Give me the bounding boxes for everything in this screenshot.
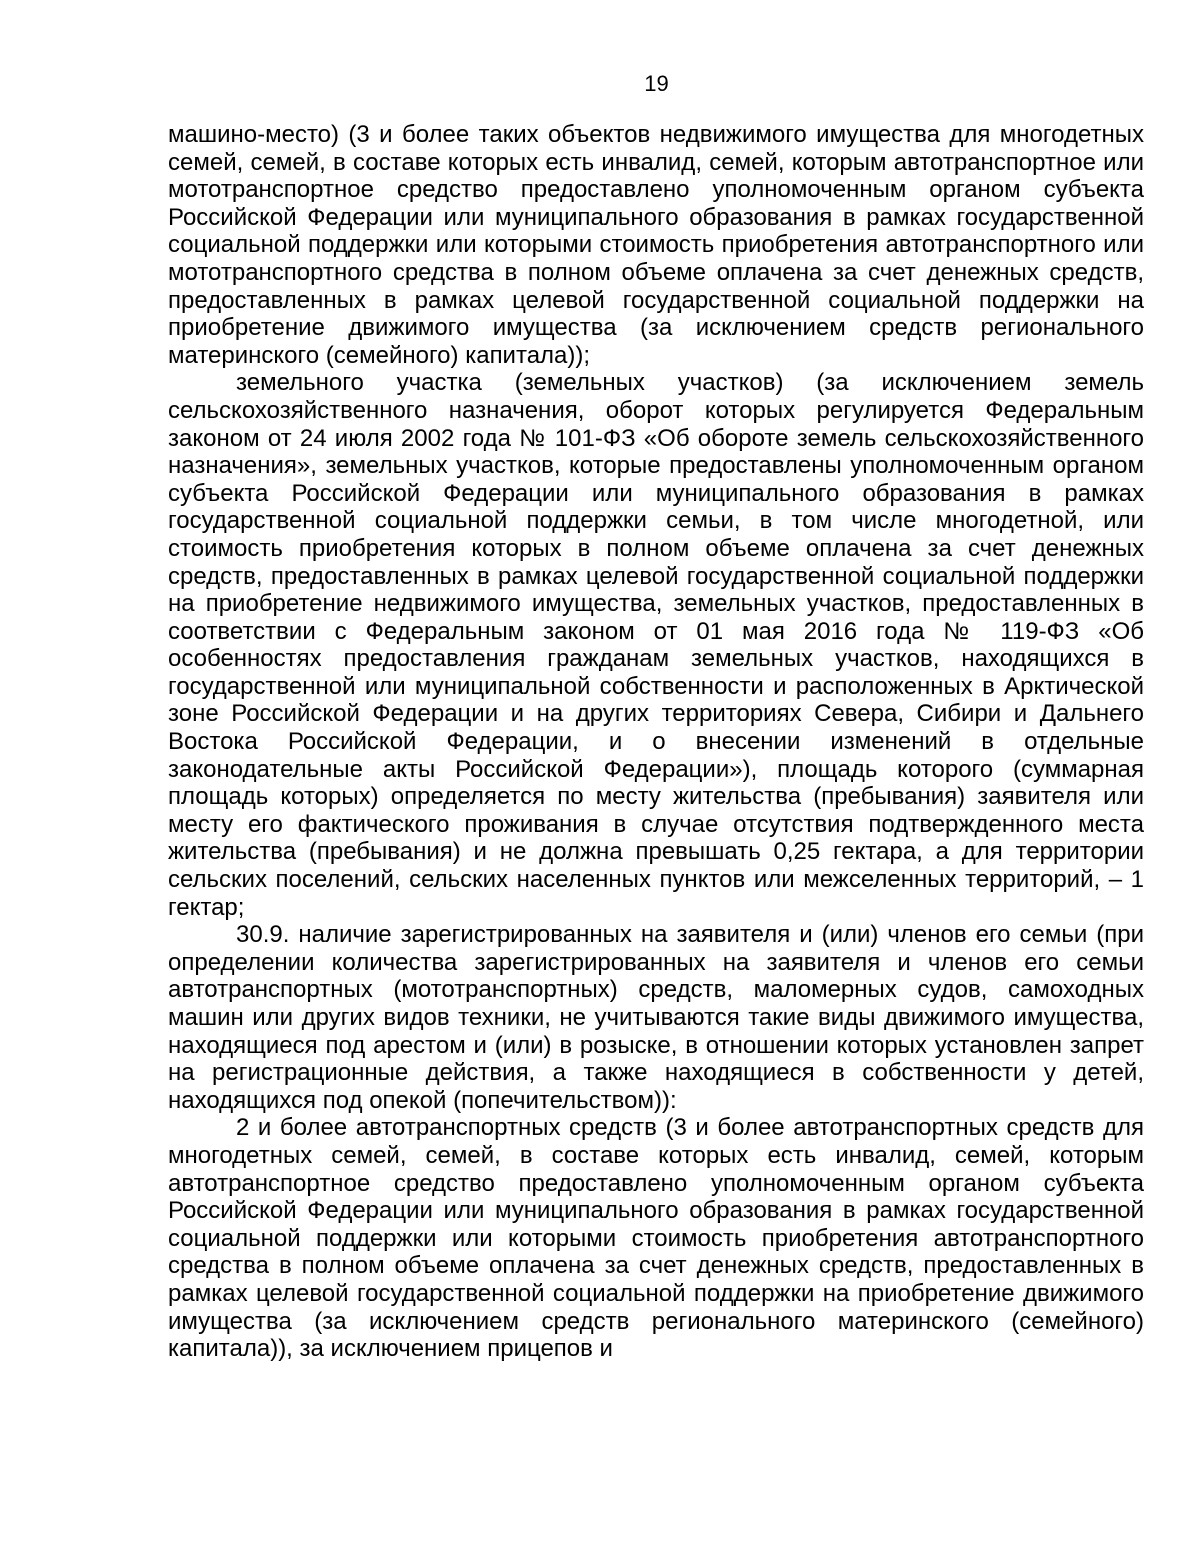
paragraph-vehicles: 2 и более автотранспортных средств (3 и более автотранспортных средств для многодетных семей, семей, в составе которых есть инвалид, семей, которым автотранспортное средство предоставлено уполномоченным органом субъекта Российской Федерации или муниципального образования в рамках государственной социальной поддержки или которыми стоимость приобретения автотранспортного средства в полном объеме оплачена за счет денежных средств, предоставленных в рамках целевой государственной социальной поддержки на приобретение движимого имущества (за исключением средств регионального материнского (семейного) капитала)), за исключением прицепов и (168, 1114, 1144, 1363)
paragraph-land-plot: земельного участка (земельных участков) (за исключением земель сельскохозяйственного назначения, оборот которых регулируется Федеральным законом от 24 июля 2002 года № 101-ФЗ «Об обороте земель сельскохозяйственного назначения», земельных участков, которые предоставлены уполномоченным органом субъекта Российской Федерации или муниципального образования в рамках государственной социальной поддержки семьи, в том числе многодетной, или стоимость приобретения которых в полном объеме оплачена за счет денежных средств, предоставленных в рамках целевой государственной социальной поддержки на приобретение недвижимого имущества, земельных участков, предоставленных в соответствии с Федеральным законом от 01 мая 2016 года № 119-ФЗ «Об особенностях предоставления гражданам земельных участков, находящихся в государственной или муниципальной собственности и расположенных в Арктической зоне Российской Федерации и на других территориях Севера, Сибири и Дальнего Востока Российской Федерации, и о внесении изменений в отдельные законодательные акты Российской Федерации»), площадь которого (суммарная площадь которых) определяется по месту жительства (пребывания) заявителя или месту его фактического проживания в случае отсутствия подтвержденного места жительства (пребывания) и не должна превышать 0,25 гектара, а для территории сельских поселений, сельских населенных пунктов или межселенных территорий, – 1 гектар; (168, 369, 1144, 921)
paragraph-continuation: машино-место) (3 и более таких объектов недвижимого имущества для многодетных семей, семей, в составе которых есть инвалид, семей, которым автотранспортное или мототранспортное средство предоставлено уполномоченным органом субъекта Российской Федерации или муниципального образования в рамках государственной социальной поддержки или которыми стоимость приобретения автотранспортного или мототранспортного средства в полном объеме оплачена за счет денежных средств, предоставленных в рамках целевой государственной социальной поддержки на приобретение движимого имущества (за исключением средств регионального материнского (семейного) капитала)); (168, 121, 1144, 369)
paragraph-30-9: 30.9. наличие зарегистрированных на заявителя и (или) членов его семьи (при определении количества зарегистрированных на заявителя и членов его семьи автотранспортных (мототранспортных) средств, маломерных судов, самоходных машин или других видов техники, не учитываются такие виды движимого имущества, находящиеся под арестом и (или) в розыске, в отношении которых установлен запрет на регистрационные действия, а также находящиеся в собственности у детей, находящихся под опекой (попечительством)): (168, 921, 1144, 1114)
page-number: 19 (644, 71, 669, 96)
document-body (168, 121, 1144, 1363)
